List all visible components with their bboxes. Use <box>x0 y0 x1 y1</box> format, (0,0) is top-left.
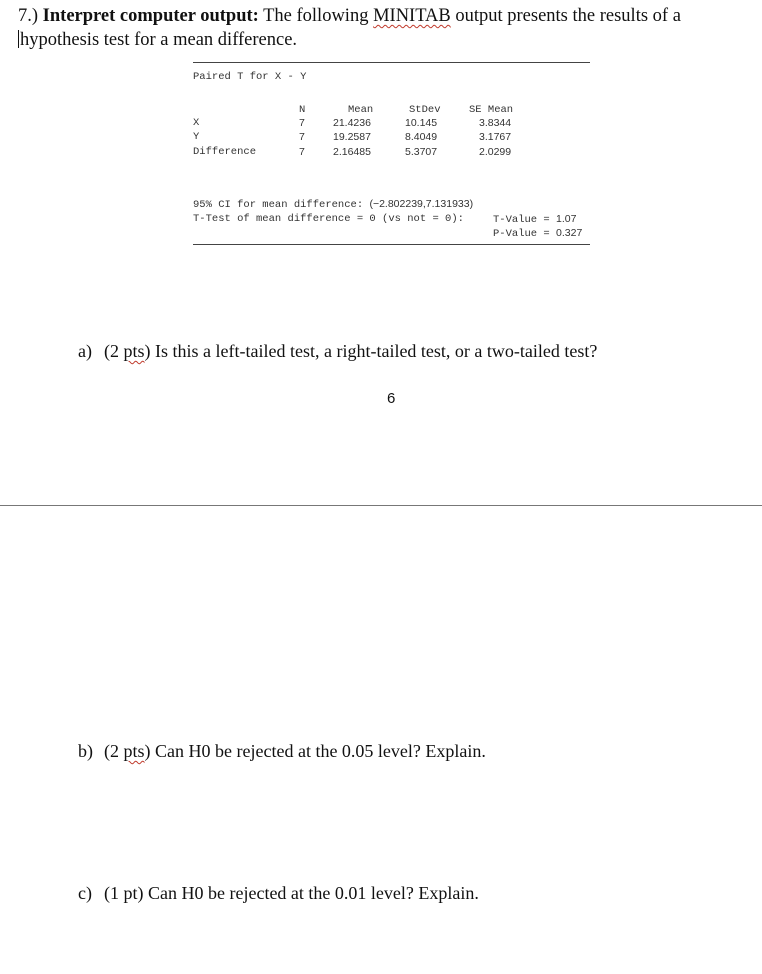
page-divider <box>0 505 762 506</box>
part-b <box>78 740 486 762</box>
part-a <box>78 340 597 362</box>
row-x-n: 7 <box>299 117 305 129</box>
part-b-pts-word: pts <box>123 741 145 761</box>
part-b-label: b) <box>78 741 93 761</box>
minitab-word: MINITAB <box>373 6 451 26</box>
text-cursor <box>18 30 19 48</box>
question-header <box>18 4 748 52</box>
part-a-pts-open: (2 <box>104 341 119 361</box>
part-b-pts-open: (2 <box>104 741 119 761</box>
header-n: N <box>299 104 306 116</box>
output-title: Paired T for X - Y <box>193 71 307 83</box>
row-diff-n: 7 <box>299 146 305 158</box>
part-a-pts-close: ) <box>144 341 151 361</box>
part-a-pts-word: pts <box>123 341 145 361</box>
part-a-answer[interactable]: 6 <box>387 390 396 407</box>
pvalue-line <box>493 227 582 240</box>
ci-line <box>193 198 473 211</box>
part-c-text: Can H0 be rejected at the 0.01 level? Explain. <box>148 883 479 903</box>
question-line-2[interactable] <box>18 30 297 50</box>
part-c-pts: (1 pt) <box>104 883 144 903</box>
row-diff-stdev: 5.3707 <box>405 146 438 158</box>
part-c-label: c) <box>78 883 92 903</box>
row-x-stdev: 10.145 <box>405 117 438 129</box>
tvalue: 1.07 <box>556 213 577 225</box>
question-text-before: The following <box>263 6 369 26</box>
question-text-after: output presents the results of a <box>455 6 681 26</box>
row-y-semean: 3.1767 <box>479 131 512 143</box>
row-diff-semean: 2.0299 <box>479 146 512 158</box>
row-y-stdev: 8.4049 <box>405 131 438 143</box>
ci-value: (−2.802239,7.131933) <box>369 198 474 210</box>
row-x-semean: 3.8344 <box>479 117 512 129</box>
header-se-mean: SE Mean <box>469 104 514 116</box>
header-mean: Mean <box>348 104 374 116</box>
question-line-2-text: hypothesis test for a mean difference. <box>20 30 298 50</box>
row-label-y: Y <box>193 131 200 143</box>
row-label-difference: Difference <box>193 146 257 158</box>
header-stdev: StDev <box>409 104 441 116</box>
part-b-pts-close: ) <box>144 741 151 761</box>
question-number: 7.) <box>18 6 39 26</box>
ttest-label: T-Test of mean difference = 0 (vs not = 0): <box>193 213 464 225</box>
row-y-mean: 19.2587 <box>333 131 371 143</box>
question-bold-label: Interpret computer output: <box>42 6 259 26</box>
row-x-mean: 21.4236 <box>333 117 371 129</box>
ci-label: 95% CI for mean difference: <box>193 199 364 211</box>
row-diff-mean: 2.16485 <box>333 146 371 158</box>
pvalue: 0.327 <box>556 227 583 239</box>
pvalue-label: P-Value = <box>493 228 550 240</box>
part-b-text: Can H0 be rejected at the 0.05 level? Explain. <box>155 741 486 761</box>
row-label-x: X <box>193 117 200 129</box>
tvalue-line <box>493 213 576 226</box>
part-c <box>78 882 479 904</box>
question-line-1 <box>18 6 681 26</box>
row-y-n: 7 <box>299 131 305 143</box>
tvalue-label: T-Value = <box>493 214 550 226</box>
output-top-rule <box>193 62 590 63</box>
output-bottom-rule <box>193 244 590 245</box>
part-a-label: a) <box>78 341 92 361</box>
part-a-text: Is this a left-tailed test, a right-tailed test, or a two-tailed test? <box>155 341 598 361</box>
